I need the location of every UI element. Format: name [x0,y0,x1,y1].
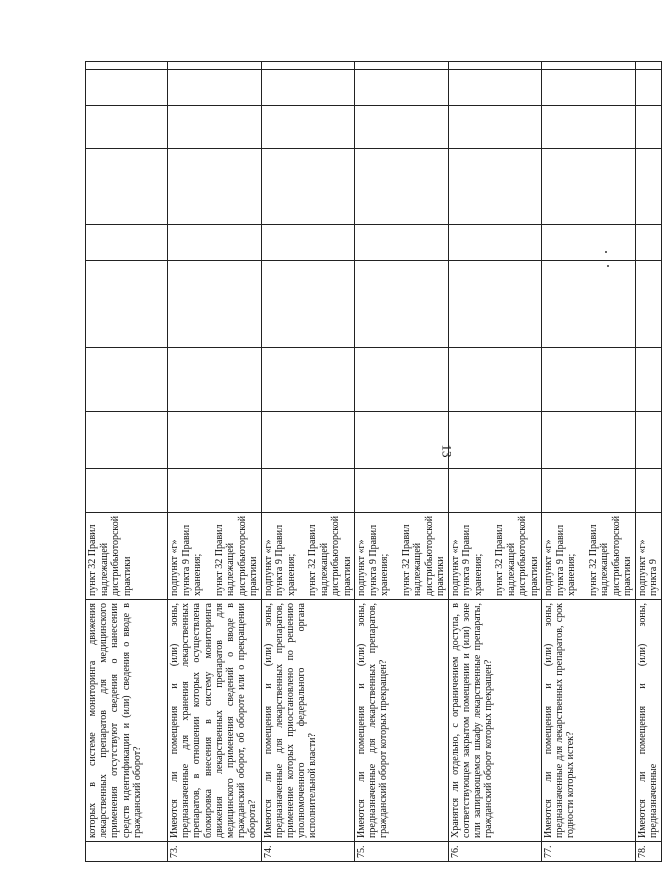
empty-cell [168,62,262,70]
empty-cell [86,469,168,513]
empty-cell [168,261,262,348]
row-reference: подпункт «г» пункта 9 [635,513,661,600]
empty-cell [542,412,636,469]
empty-cell [168,412,262,469]
row-reference: подпункт «г» пункта 9 Правил хранения; пункт 32 Правил надлежащей дистрибьюторской практики [448,513,542,600]
empty-cell [261,149,355,225]
empty-cell [542,348,636,412]
empty-cell [542,70,636,106]
empty-cell [542,469,636,513]
row-number: 77. [542,842,636,862]
empty-cell [355,106,449,149]
row-reference: подпункт «г» пункта 9 Правил хранения; пункт 32 Правил надлежащей дистрибьюторской практики [355,513,449,600]
empty-cell [168,106,262,149]
row-number [86,842,168,862]
empty-cell [86,412,168,469]
table-row [168,62,262,862]
empty-cell [448,225,542,261]
checklist-table [85,61,662,862]
empty-cell [635,149,661,225]
empty-cell [448,62,542,70]
row-question: Имеются ли помещения и (или) зоны, предназначенные для лекарственных препаратов, применение которых приостановлено по решению уполномоченного федерального органа исполнительной власти? [261,600,355,842]
empty-cell [261,225,355,261]
empty-cell [448,469,542,513]
empty-cell [261,62,355,70]
row-number: 78. [635,842,661,862]
empty-cell [86,106,168,149]
empty-cell [261,469,355,513]
row-number: 76. [448,842,542,862]
empty-cell [542,225,636,261]
row-question: Имеются ли помещения и (или) зоны, предназначенные для лекарственных препаратов, срок годности которых истек? [542,600,636,842]
empty-cell [86,348,168,412]
empty-cell [355,412,449,469]
empty-cell [635,348,661,412]
row-reference: подпункт «г» пункта 9 Правил хранения; пункт 32 Правил надлежащей дистрибьюторской практики [261,513,355,600]
empty-cell [168,469,262,513]
empty-cell [635,261,661,348]
empty-cell [86,261,168,348]
empty-cell [355,348,449,412]
scan-speck [605,251,607,253]
row-number: 75. [355,842,449,862]
empty-cell [542,62,636,70]
empty-cell [168,70,262,106]
empty-cell [355,261,449,348]
empty-cell [448,70,542,106]
empty-cell [355,469,449,513]
table-row [261,62,355,862]
empty-cell [355,149,449,225]
row-question: Имеются ли помещения и (или) зоны, предназначенные [635,600,661,842]
row-reference: подпункт «г» пункта 9 Правил хранения; пункт 32 Правил надлежащей дистрибьюторской практики [168,513,262,600]
empty-cell [542,149,636,225]
empty-cell [261,261,355,348]
empty-cell [448,106,542,149]
rotated-table-container [85,62,659,862]
empty-cell [168,225,262,261]
empty-cell [86,149,168,225]
empty-cell [448,412,542,469]
row-reference: подпункт «г» пункта 9 Правил хранения; пункт 32 Правил надлежащей дистрибьюторской практики [542,513,636,600]
empty-cell [635,412,661,469]
table-row [86,62,168,862]
empty-cell [86,225,168,261]
table-row [355,62,449,862]
empty-cell [542,261,636,348]
table-row [448,62,542,862]
empty-cell [261,70,355,106]
empty-cell [355,225,449,261]
empty-cell [448,348,542,412]
row-number: 74. [261,842,355,862]
empty-cell [168,348,262,412]
empty-cell [355,70,449,106]
row-question: Имеются ли помещения и (или) зоны, предназначенные для хранения лекарственных препаратов, в отношении которых осуществлена блокировка внесения в систему мониторинга движения лекарственных препаратов для медицинского применения сведений о вводе в гражданский оборот, об обороте или о прекращении оборота? [168,600,262,842]
empty-cell [86,70,168,106]
table-row [542,62,636,862]
empty-cell [542,106,636,149]
row-question: Хранятся ли отдельно, с ограничением доступа, в соответствующем закрытом помещении и (или) зоне или запирающемся шкафу лекарственные препараты, гражданский оборот которых прекращен? [448,600,542,842]
row-reference: пункт 32 Правил надлежащей дистрибьюторской практики [86,513,168,600]
scan-speck [607,265,609,267]
empty-cell [635,70,661,106]
row-question: Имеются ли помещения и (или) зоны, предназначенные для лекарственных препаратов, гражданский оборот которых прекращен? [355,600,449,842]
row-number: 73. [168,842,262,862]
row-question: которых в системе мониторинга движения лекарственных препаратов для медицинского применения отсутствуют сведения о нанесении средств идентификации и (или) сведения о вводе в гражданский оборот? [86,600,168,842]
empty-cell [448,261,542,348]
empty-cell [355,62,449,70]
empty-cell [635,62,661,70]
empty-cell [635,469,661,513]
table-row [635,62,661,862]
empty-cell [261,106,355,149]
empty-cell [86,62,168,70]
empty-cell [261,412,355,469]
empty-cell [261,348,355,412]
empty-cell [168,149,262,225]
empty-cell [635,106,661,149]
empty-cell [635,225,661,261]
empty-cell [448,149,542,225]
page-number: 13 [439,444,455,458]
